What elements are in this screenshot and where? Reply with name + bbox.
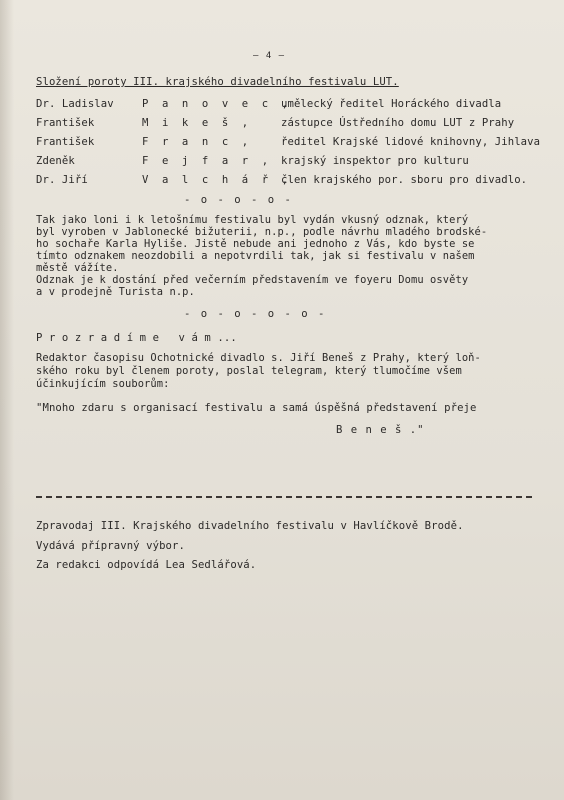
jury-role: krajský inspektor pro kulturu <box>281 155 469 167</box>
jury-surname: P a n o v e c , <box>142 98 292 110</box>
jury-surname: V a l c h á ř , <box>142 174 292 186</box>
paragraph-line: ského roku byl členem poroty, poslal telegram, který tlumočíme všem <box>36 365 462 377</box>
separator: - o - o - o - <box>184 194 293 206</box>
page-number: – 4 – <box>253 51 286 61</box>
page-title: Složení poroty III. krajského divadelního festivalu LUT. <box>36 76 399 88</box>
jury-name: Dr. Ladislav <box>36 98 114 110</box>
paragraph-line: byl vyroben v Jablonecké bižuterii, n.p., podle návrhu mladého brodské- <box>36 226 488 238</box>
telegram-quote: "Mnoho zdaru s organisací festivalu a samá úspěšná představení přeje <box>36 402 477 414</box>
telegram-signature: B e n e š ." <box>336 424 425 436</box>
dashed-divider <box>36 496 532 498</box>
paragraph-line: tímto odznakem neozdobili a nepotvrdili tak, jak si festivalu v našem <box>36 250 475 262</box>
section-heading: P r o z r a d í m e v á m ... <box>36 332 237 344</box>
paragraph-line: a v prodejně Turista n.p. <box>36 286 195 298</box>
jury-name: František <box>36 117 95 129</box>
paragraph-line: Tak jako loni i k letošnímu festivalu byl vydán vkusný odznak, který <box>36 214 469 226</box>
paragraph-line: městě vážíte. <box>36 262 119 274</box>
jury-role: ředitel Krajské lidové knihovny, Jihlava <box>281 136 541 148</box>
jury-role: umělecký ředitel Horáckého divadla <box>281 98 502 110</box>
jury-surname: F r a n c , <box>142 136 252 148</box>
jury-surname: M i k e š , <box>142 117 252 129</box>
jury-name: Zdeněk <box>36 155 75 167</box>
footer-line: Za redakci odpovídá Lea Sedlářová. <box>36 559 257 571</box>
jury-role: zástupce Ústředního domu LUT z Prahy <box>281 117 515 129</box>
jury-name: František <box>36 136 95 148</box>
footer-line: Vydává přípravný výbor. <box>36 540 185 552</box>
paragraph-line: účinkujícím souborům: <box>36 378 170 390</box>
page-edge-shadow <box>0 0 14 800</box>
footer-line: Zpravodaj III. Krajského divadelního festivalu v Havlíčkově Brodě. <box>36 520 464 532</box>
paragraph-line: Redaktor časopisu Ochotnické divadlo s. Jiří Beneš z Prahy, který loň- <box>36 352 481 364</box>
paragraph-line: ho sochaře Karla Hyliše. Jistě nebude ani jednoho z Vás, kdo byste se <box>36 238 475 250</box>
jury-name: Dr. Jiří <box>36 174 88 186</box>
jury-role: člen krajského por. sboru pro divadlo. <box>281 174 528 186</box>
separator: - o - o - o - o - <box>184 308 327 320</box>
paragraph-line: Odznak je k dostání před večerním představením ve foyeru Domu osvěty <box>36 274 469 286</box>
jury-surname: F e j f a r , <box>142 155 272 167</box>
